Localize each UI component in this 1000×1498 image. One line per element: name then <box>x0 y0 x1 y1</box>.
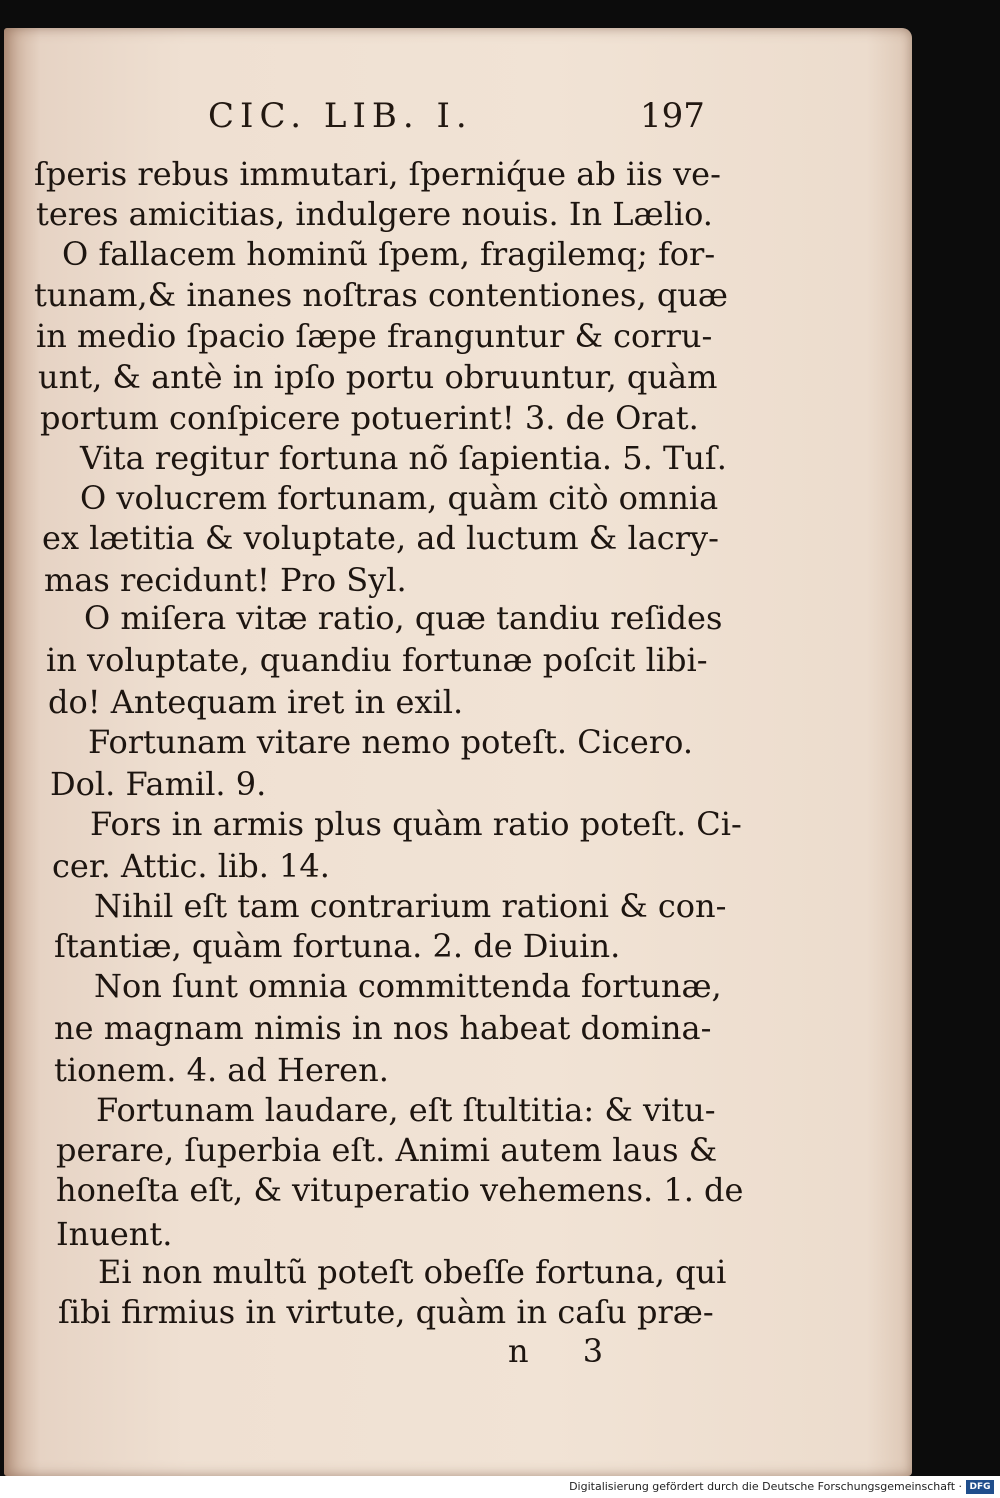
text-line: do! Antequam iret in exil. <box>48 683 464 721</box>
text-line: teres amicitias, indulgere nouis. In Lælio. <box>36 195 713 233</box>
text-line: tionem. 4. ad Heren. <box>54 1051 389 1089</box>
text-line: Fortunam laudare, eſt ſtultitia: & vitu- <box>96 1091 716 1129</box>
page-number: 197 <box>640 96 705 136</box>
text-line: Non ſunt omnia committenda fortunæ, <box>94 967 722 1005</box>
signature-mark: n 3 <box>508 1332 626 1370</box>
running-title: CIC. LIB. I. <box>208 96 473 136</box>
text-line: O fallacem hominũ ſpem, fragilemq; for- <box>62 235 716 273</box>
text-line: unt, & antè in ipſo portu obruuntur, quàm <box>38 358 718 396</box>
text-line: perare, ſuperbia eſt. Animi autem laus & <box>56 1131 718 1169</box>
text-line: Fortunam vitare nemo poteſt. Cicero. <box>88 723 694 761</box>
text-line: ne magnam nimis in nos habeat domina- <box>54 1009 712 1047</box>
text-line: ſtantiæ, quàm fortuna. 2. de Diuin. <box>54 927 621 965</box>
text-line: cer. Attic. lib. 14. <box>52 847 330 885</box>
text-line: O volucrem fortunam, quàm citò omnia <box>80 479 719 517</box>
text-line: mas recidunt! Pro Syl. <box>44 561 407 599</box>
text-line: O miſera vitæ ratio, quæ tandiu reſides <box>84 599 723 637</box>
book-page <box>4 28 912 1476</box>
text-line: ſibi firmius in virtute, quàm in caſu præ- <box>58 1293 714 1331</box>
funding-credit: Digitalisierung gefördert durch die Deutsche Forschungsgemeinschaft · <box>569 1480 962 1493</box>
text-line: Inuent. <box>56 1215 173 1253</box>
text-line: Vita regitur fortuna nõ ſapientia. 5. Tuſ. <box>80 439 727 477</box>
digitization-footer <box>0 1476 1000 1498</box>
text-line: in voluptate, quandiu fortunæ poſcit libi- <box>46 641 708 679</box>
text-line: tunam,& inanes noſtras contentiones, quæ <box>34 276 728 314</box>
text-line: ſperis rebus immutari, ſperniq́ue ab iis ve- <box>34 155 721 193</box>
text-line: Dol. Famil. 9. <box>50 765 267 803</box>
dfg-logo: DFG <box>966 1480 994 1494</box>
text-line: in medio ſpacio ſæpe franguntur & corru- <box>36 317 713 355</box>
text-line: honeſta eſt, & vituperatio vehemens. 1. de <box>56 1171 744 1209</box>
text-line: Ei non multũ poteſt obeſſe fortuna, qui <box>98 1253 727 1291</box>
text-line: portum conſpicere potuerint! 3. de Orat. <box>40 399 699 437</box>
page-header <box>4 96 912 146</box>
text-line: Nihil eſt tam contrarium rationi & con- <box>94 887 727 925</box>
text-line: Fors in armis plus quàm ratio poteſt. Ci- <box>90 805 742 843</box>
text-line: ex lætitia & voluptate, ad luctum & lacry- <box>42 519 719 557</box>
